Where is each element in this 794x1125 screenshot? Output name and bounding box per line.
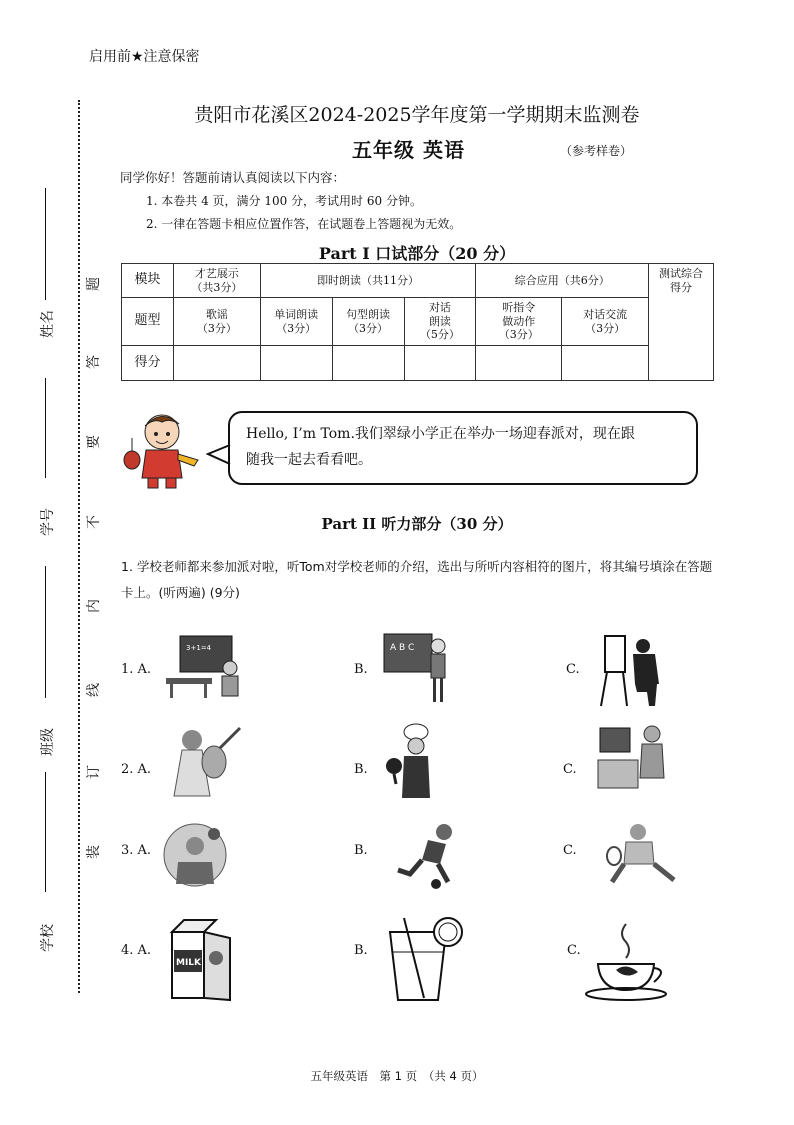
instruction-item-1: 1. 本卷共 4 页，满分 100 分，考试用时 60 分钟。 <box>146 194 422 208</box>
option-label: 3. A. <box>121 843 152 858</box>
chef-image <box>382 722 442 800</box>
table-cell: 题型 <box>122 298 174 346</box>
cell-text: 单词朗读 <box>274 307 319 321</box>
cell-text: 对话 <box>428 300 451 314</box>
tom-character-illustration <box>122 408 202 490</box>
class-field-line <box>45 772 46 892</box>
option-label: B. <box>354 762 368 777</box>
cell-text: 测试综合 <box>659 267 704 280</box>
table-cell <box>260 298 332 346</box>
score-cell <box>404 346 476 381</box>
table-cell <box>173 264 260 298</box>
name-label: 姓名 <box>40 310 56 338</box>
abc-text: A B C <box>390 643 415 653</box>
cell-text: 才艺展示 <box>194 266 239 280</box>
table-cell <box>649 264 714 381</box>
option-label: B. <box>354 943 368 958</box>
class-label: 班级 <box>40 728 56 756</box>
table-cell <box>404 298 476 346</box>
table-cell: 模块 <box>122 264 174 298</box>
score-cell <box>260 346 332 381</box>
part2-title: Part II 听力部分（30 分） <box>321 515 513 533</box>
table-row <box>122 346 714 381</box>
table-row <box>122 298 714 346</box>
milk-text: MILK <box>176 958 202 968</box>
cell-text: （3分） <box>196 321 237 335</box>
cell-text: （共3分） <box>191 280 243 294</box>
milk-carton-image <box>164 918 238 1002</box>
number-field-line-top <box>45 378 46 478</box>
question-1-text: 1. 学校老师都来参加派对啦，听Tom对学校老师的介绍，选出与所听内容相符的图片，将其编号填涂在答题卡上。(听两遍) (9分) <box>121 559 713 600</box>
office-worker-image <box>596 722 668 790</box>
tea-cup-image <box>582 920 672 1002</box>
score-cell <box>173 346 260 381</box>
speech-bubble <box>228 411 698 485</box>
option-label: C. <box>563 762 577 777</box>
table-row <box>122 264 714 298</box>
cell-text: 做动作 <box>502 314 536 328</box>
pipa-player-image <box>166 722 244 798</box>
seal-char: 内 <box>86 599 102 613</box>
cell-text: 得分 <box>670 280 693 294</box>
score-cell <box>476 346 562 381</box>
table-cell: 得分 <box>122 346 174 381</box>
tennis-player-image <box>604 822 684 888</box>
seal-char: 线 <box>86 683 102 697</box>
number-label: 学号 <box>40 508 56 536</box>
sample-note: （参考样卷） <box>560 144 633 158</box>
table-cell: 即时朗读（共11分） <box>260 264 476 298</box>
table-cell <box>476 298 562 346</box>
cell-text: （3分） <box>348 321 389 335</box>
table-cell: 综合应用（共6分） <box>476 264 649 298</box>
cell-text: 对话交流 <box>583 307 628 321</box>
cell-text: 句型朗读 <box>346 307 391 321</box>
instruction-item-2: 2. 一律在答题卡相应位置作答，在试题卷上答题视为无效。 <box>146 217 462 231</box>
option-label: C. <box>563 843 577 858</box>
table-cell <box>173 298 260 346</box>
cell-text: 听指令 <box>502 300 536 314</box>
math-text: 3+1=4 <box>186 644 212 652</box>
exam-title: 贵阳市花溪区2024-2025学年度第一学期期末监测卷 <box>194 104 640 126</box>
cell-text: （3分） <box>585 321 626 335</box>
score-cell <box>332 346 404 381</box>
football-player-image <box>388 822 468 890</box>
confidential-label: 启用前★注意保密 <box>89 49 200 65</box>
seal-char: 要 <box>86 435 102 449</box>
seal-char: 不 <box>86 515 102 529</box>
english-teacher-image <box>382 632 456 704</box>
seal-char: 装 <box>86 845 102 859</box>
option-label: B. <box>354 843 368 858</box>
oral-score-table <box>121 263 714 381</box>
option-label: 2. A. <box>121 762 152 777</box>
part1-title: Part I 口试部分（20 分） <box>318 244 516 263</box>
cell-text: 歌谣 <box>205 307 228 321</box>
name-field-line <box>45 188 46 300</box>
cell-text: （3分） <box>498 328 539 342</box>
seal-char: 答 <box>86 355 102 369</box>
option-label: C. <box>566 662 580 677</box>
basketball-coach-image <box>162 822 228 888</box>
cell-text: 朗读 <box>428 314 451 328</box>
option-label: C. <box>567 943 581 958</box>
seal-char: 订 <box>86 765 102 779</box>
instructions-intro: 同学你好！答题前请认真阅读以下内容： <box>120 170 346 185</box>
option-label: 1. A. <box>121 662 152 677</box>
table-cell <box>562 298 649 346</box>
cell-text: （5分） <box>419 328 460 342</box>
score-cell <box>562 346 649 381</box>
table-cell <box>332 298 404 346</box>
page-footer: 五年级英语 第 1 页 （共 4 页） <box>310 1069 484 1083</box>
exam-subtitle: 五年级 英语 <box>352 138 465 162</box>
option-label: B. <box>354 662 368 677</box>
cell-text: （3分） <box>276 321 317 335</box>
math-teacher-image <box>164 634 244 700</box>
bubble-line-2: 随我一起去看看吧。 <box>246 451 372 468</box>
bubble-line-1: Hello, I’m Tom.我们翠绿小学正在举办一场迎春派对，现在跟 <box>246 426 635 442</box>
binding-dotted-line <box>78 100 80 993</box>
school-label: 学校 <box>40 924 56 952</box>
option-label: 4. A. <box>121 943 152 958</box>
juice-glass-image <box>384 912 470 1004</box>
artist-painting-image <box>597 632 667 708</box>
seal-char: 题 <box>86 277 102 291</box>
number-field-line <box>45 566 46 698</box>
